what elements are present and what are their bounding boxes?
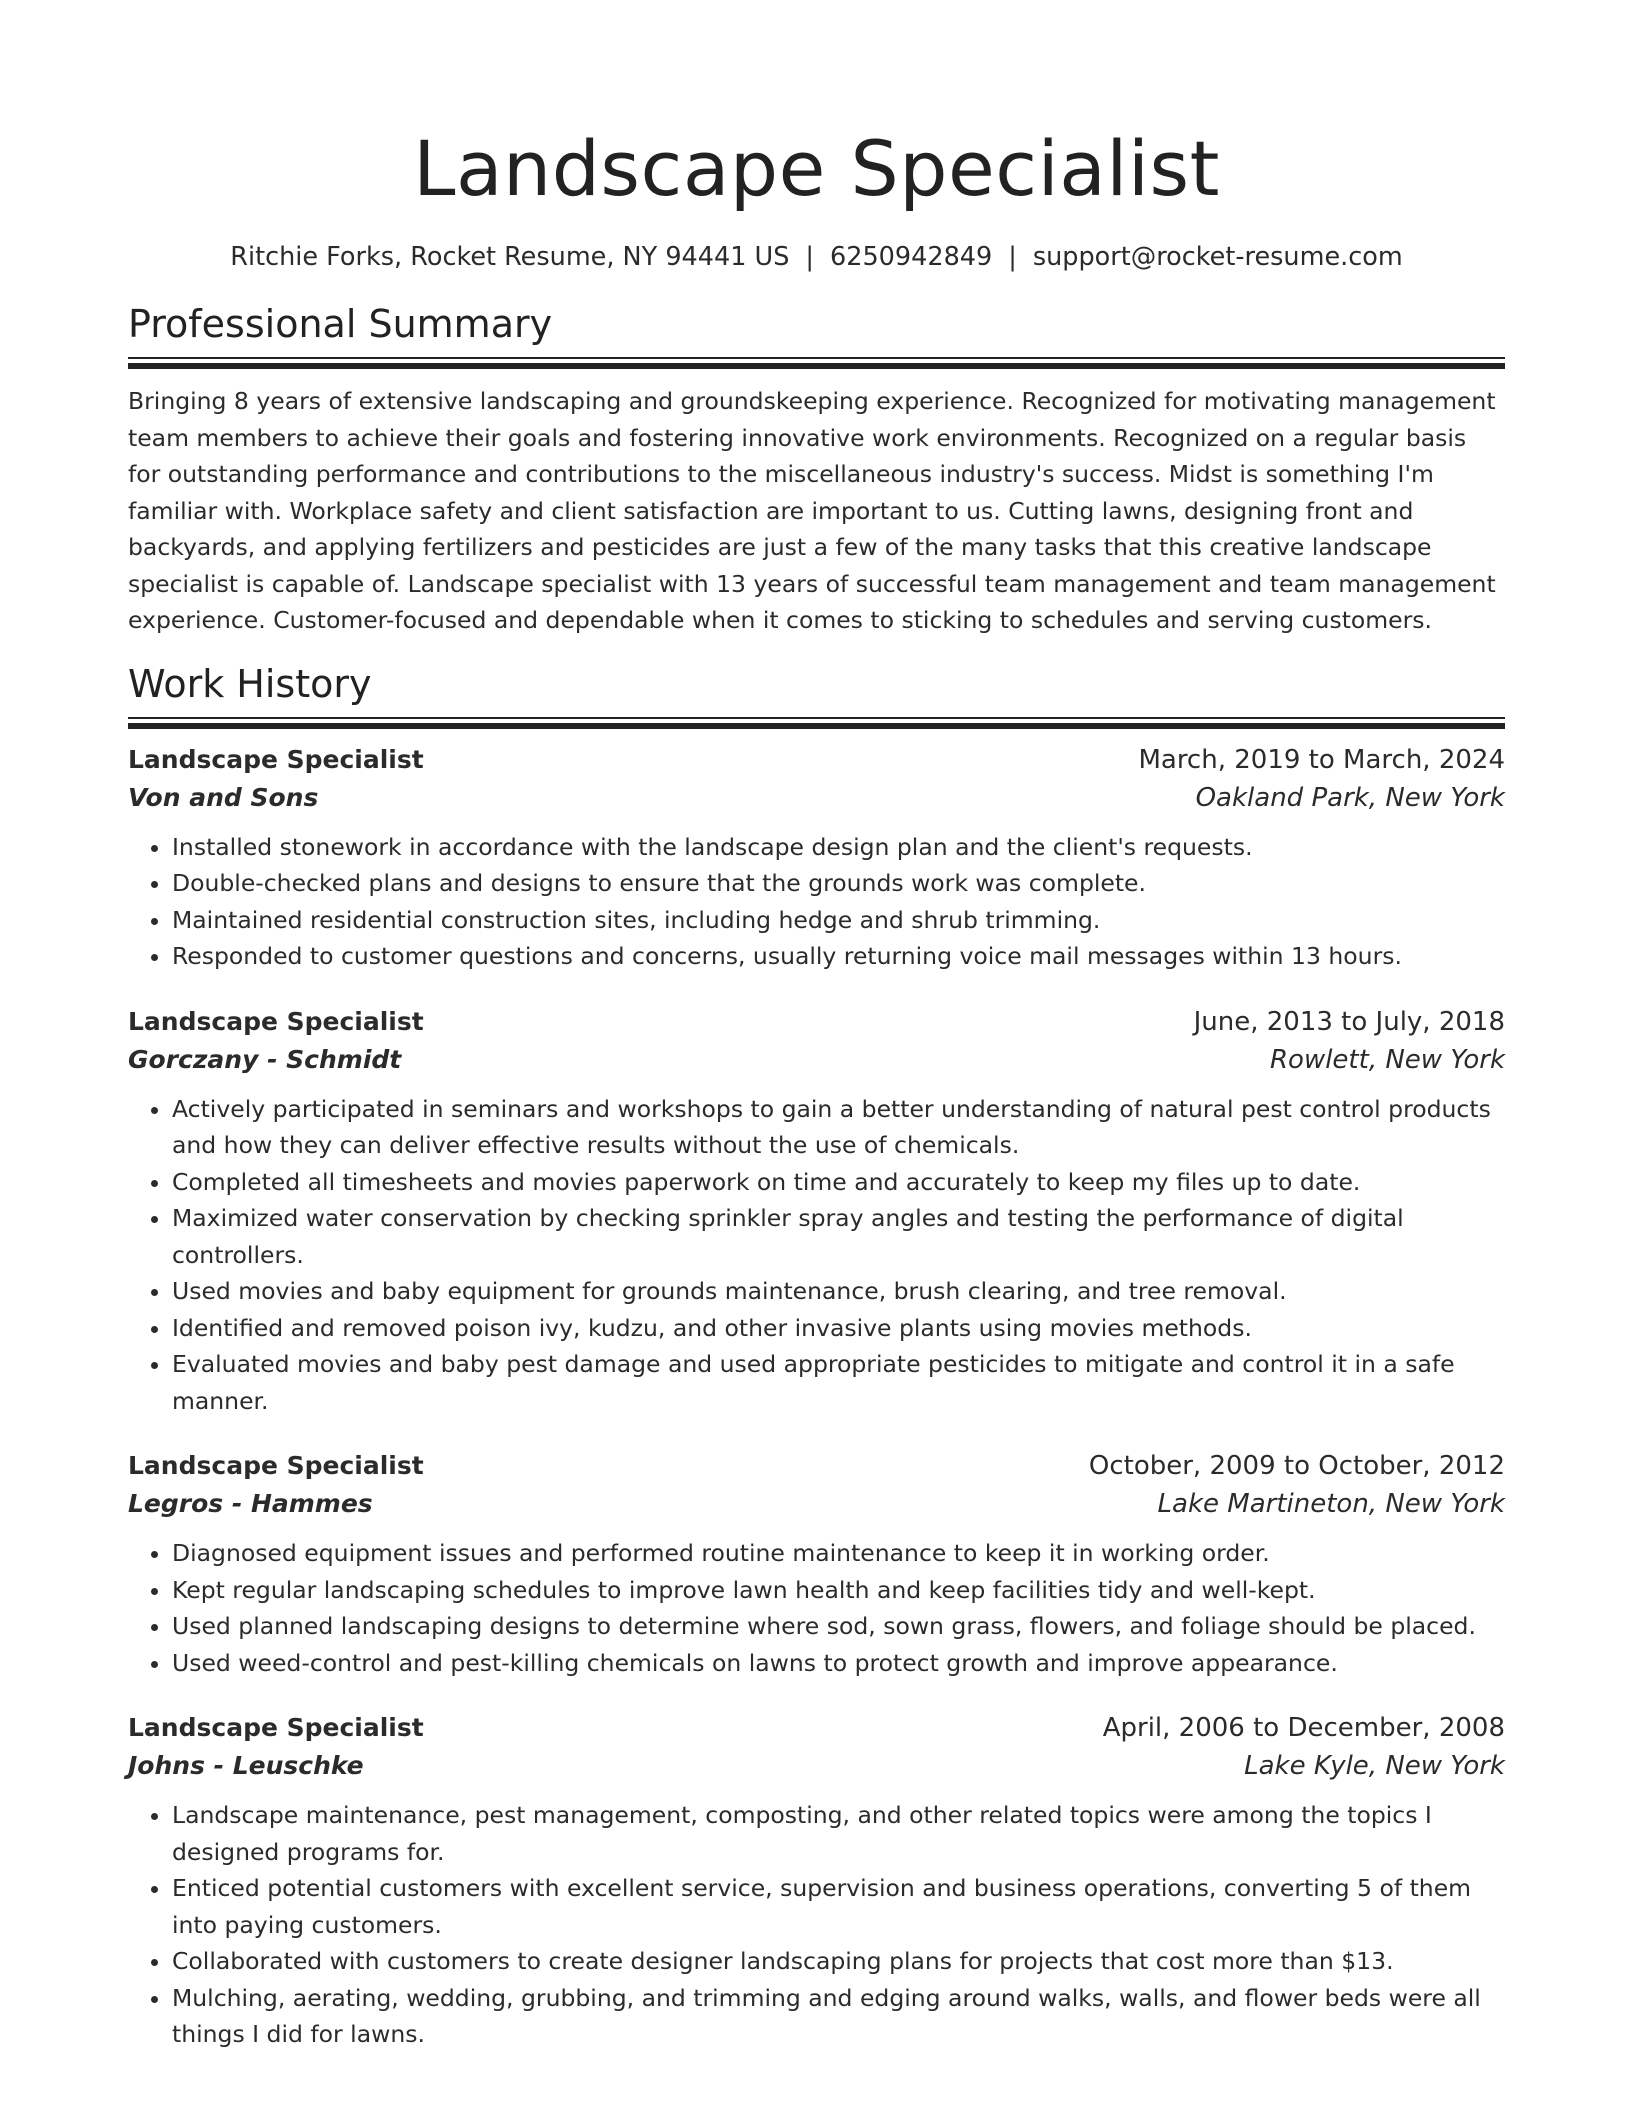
job-title: Landscape Specialist [128, 1713, 424, 1742]
job-company: Legros - Hammes [128, 1489, 373, 1518]
job-bullet-list [128, 829, 1505, 975]
job-bullet: • Landscape maintenance, pest management, composting, and other related topics were among the topics I designed programs for. [172, 1797, 1505, 1870]
job-bullet: • Used planned landscaping designs to determine where sod, sown grass, flowers, and foliage should be placed. [172, 1608, 1505, 1645]
resume-page [128, 0, 1505, 2053]
job-bullet-list [128, 1091, 1505, 1420]
job-title: Landscape Specialist [128, 1451, 424, 1480]
contact-address: Ritchie Forks, Rocket Resume, NY 94441 US [230, 242, 790, 272]
summary-section [128, 301, 1505, 639]
job-bullet: • Actively participated in seminars and workshops to gain a better understanding of natural pest control products and how they can deliver effective results without the use of chemicals. [172, 1091, 1505, 1164]
job-bullet: • Evaluated movies and baby pest damage and used appropriate pesticides to mitigate and control it in a safe manner. [172, 1346, 1505, 1419]
job-location: Rowlett, New York [1269, 1044, 1505, 1075]
job-bullet: • Responded to customer questions and concerns, usually returning voice mail messages within 13 hours. [172, 938, 1505, 975]
job-header-row [128, 1003, 1505, 1041]
job-list [128, 741, 1505, 2053]
job-dates: April, 2006 to December, 2008 [1102, 1713, 1505, 1743]
job-company: Johns - Leuschke [128, 1751, 364, 1780]
section-title-work-history: Work History [128, 661, 372, 706]
job-bullet: • Collaborated with customers to create designer landscaping plans for projects that cost more than $13. [172, 1943, 1505, 1980]
job-bullet: • Completed all timesheets and movies paperwork on time and accurately to keep my files up to date. [172, 1164, 1505, 1201]
job-bullet: • Diagnosed equipment issues and performed routine maintenance to keep it in working order. [172, 1535, 1505, 1572]
job-entry [128, 741, 1505, 975]
job-title: Landscape Specialist [128, 744, 424, 774]
job-company-row [128, 1485, 1505, 1523]
job-bullet: • Enticed potential customers with excellent service, supervision and business operations, converting 5 of them into paying customers. [172, 1870, 1505, 1943]
job-location: Oakland Park, New York [1195, 782, 1505, 813]
resume-name: Landscape Specialist [413, 124, 1220, 213]
job-dates: March, 2019 to March, 2024 [1138, 744, 1505, 775]
job-bullet: • Maximized water conservation by checking sprinkler spray angles and testing the performance of digital controllers. [172, 1200, 1505, 1273]
job-company: Von and Sons [128, 782, 319, 812]
contact-line [128, 241, 1505, 273]
section-title-summary: Professional Summary [128, 302, 553, 346]
work-history-section [128, 661, 1505, 2053]
contact-separator: | [805, 242, 814, 272]
job-location: Lake Martineton, New York [1157, 1489, 1505, 1519]
job-header-row [128, 1709, 1505, 1747]
job-bullet: • Installed stonework in accordance with the landscape design plan and the client's requests. [172, 829, 1505, 866]
job-entry [128, 1447, 1505, 1681]
job-bullet: • Used weed-control and pest-killing chemicals on lawns to protect growth and improve appearance. [172, 1645, 1505, 1682]
job-bullet-list [128, 1797, 1505, 2053]
contact-email: support@rocket-resume.com [1032, 242, 1403, 272]
job-dates: June, 2013 to July, 2018 [1193, 1006, 1505, 1037]
job-entry [128, 1709, 1505, 2053]
contact-phone: 6250942849 [830, 242, 993, 272]
job-company: Gorczany - Schmidt [128, 1044, 402, 1074]
section-divider [128, 717, 1505, 729]
job-bullet: • Mulching, aerating, wedding, grubbing, and trimming and edging around walks, walls, and flower beds were all things I did for lawns. [172, 1980, 1505, 2053]
job-company-row [128, 1747, 1505, 1785]
job-company-row [128, 779, 1505, 817]
job-bullet: • Identified and removed poison ivy, kudzu, and other invasive plants using movies methods. [172, 1310, 1505, 1347]
job-dates: October, 2009 to October, 2012 [1088, 1451, 1505, 1481]
job-header-row [128, 1447, 1505, 1485]
job-header-row [128, 741, 1505, 779]
job-bullet: • Kept regular landscaping schedules to improve lawn health and keep facilities tidy and well-kept. [172, 1572, 1505, 1609]
job-title: Landscape Specialist [128, 1006, 424, 1036]
job-bullet-list [128, 1535, 1505, 1681]
job-company-row [128, 1041, 1505, 1079]
job-location: Lake Kyle, New York [1244, 1751, 1505, 1781]
contact-separator: | [1008, 242, 1017, 272]
job-bullet: • Used movies and baby equipment for grounds maintenance, brush clearing, and tree removal. [172, 1273, 1505, 1310]
job-bullet: • Maintained residential construction sites, including hedge and shrub trimming. [172, 902, 1505, 939]
job-entry [128, 1003, 1505, 1420]
job-bullet: • Double-checked plans and designs to ensure that the grounds work was complete. [172, 865, 1505, 902]
section-divider [128, 357, 1505, 369]
summary-text: Bringing 8 years of extensive landscaping and groundskeeping experience. Recognized for motivating management team members to achieve their goals and fostering innovative work environments. Recognized on a regular basis for outstanding performance and contributions to the miscellaneous industry's success. Midst is something I'm familiar with. Workplace safety and client satisfaction are important to us. Cutting lawns, designing front and backyards, and applying fertilizers and pesticides are just a few of the many tasks that this creative landscape specialist is capable of. Landscape specialist with 13 years of successful team management and team management experience. Customer-focused and dependable when it comes to sticking to schedules and serving customers. [128, 387, 1496, 634]
